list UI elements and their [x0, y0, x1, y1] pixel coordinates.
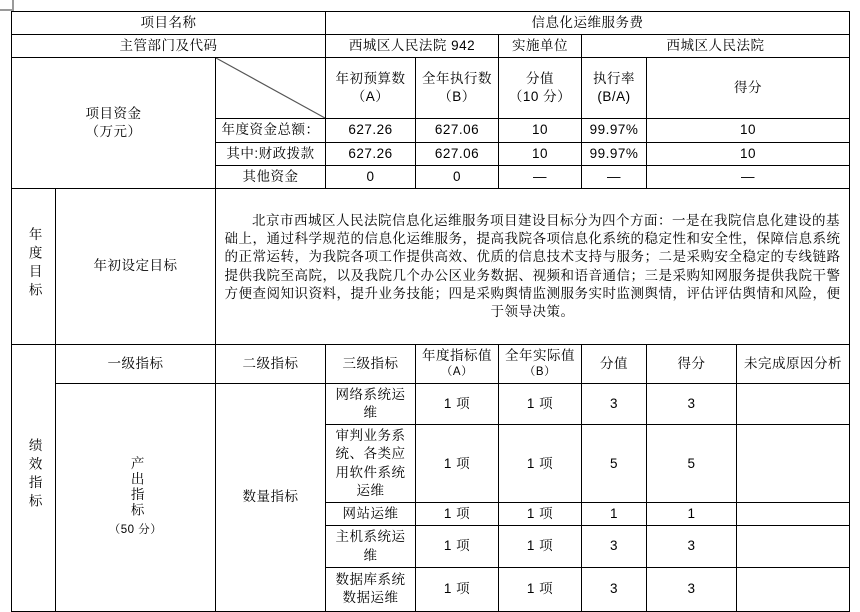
indicator-name: 数据库系统数据运维: [326, 567, 416, 611]
indicator-actual: 1 项: [499, 383, 582, 424]
funds-row-other-points: —: [499, 165, 582, 188]
funds-header-budget-a-sub: （A）: [351, 89, 390, 105]
funds-header-executed-b-main: 全年执行数: [422, 71, 492, 87]
department-row: [12, 35, 850, 58]
indicator-score: 5: [647, 425, 737, 503]
funds-row-appropriation-rate: 99.97%: [582, 142, 647, 165]
performance-header-target-a: [416, 345, 499, 384]
department-value: 西城区人民法院 942: [326, 35, 499, 58]
budget-performance-table: [11, 11, 850, 612]
annual-goal-section-label: [12, 189, 56, 345]
performance-header-level3: 三级指标: [326, 345, 416, 384]
indicator-score: 3: [647, 383, 737, 424]
indicator-actual: 1 项: [499, 567, 582, 611]
funds-row-other-score: —: [647, 165, 850, 188]
indicator-reason: [737, 383, 850, 424]
indicator-target: 1 项: [416, 503, 499, 526]
performance-header-target-a-main: 年度指标值: [422, 348, 492, 364]
performance-header-row: [12, 345, 850, 384]
annual-goal-row: [12, 189, 850, 345]
funds-row-other-budget-a: 0: [326, 165, 416, 188]
funds-row-appropriation-budget-a: 627.26: [326, 142, 416, 165]
indicator-points: 3: [582, 383, 647, 424]
project-name-label: 项目名称: [12, 12, 326, 35]
funds-header-executed-b-sub: （B）: [438, 89, 476, 105]
indicator-reason: [737, 526, 850, 567]
indicator-score: 3: [647, 526, 737, 567]
performance-section-label-text: 绩效指标: [26, 438, 42, 513]
funds-row-appropriation-points: 10: [499, 142, 582, 165]
table-row: [12, 383, 850, 424]
performance-header-reason: 未完成原因分析: [737, 345, 850, 384]
performance-header-score: 得分: [647, 345, 737, 384]
performance-level1-label-sub: （50 分）: [108, 524, 163, 537]
funds-header-budget-a: [326, 58, 416, 119]
funds-header-points-main: 分值: [526, 71, 554, 87]
funds-diagonal-header-cell: [216, 58, 326, 119]
indicator-score: 1: [647, 503, 737, 526]
funds-row-total-points: 10: [499, 119, 582, 142]
indicator-points: 1: [582, 503, 647, 526]
funds-row-other-label: 其他资金: [216, 165, 326, 188]
funds-row-total-budget-a: 627.26: [326, 119, 416, 142]
indicator-reason: [737, 425, 850, 503]
evaluation-table-sheet: [11, 11, 849, 612]
project-name-value: 信息化运维服务费: [326, 12, 850, 35]
performance-level1-label: [56, 383, 216, 611]
annual-goal-section-label-text: 年度目标: [26, 226, 42, 301]
performance-header-actual-b-sub: （B）: [523, 366, 557, 379]
indicator-points: 3: [582, 526, 647, 567]
indicator-reason: [737, 567, 850, 611]
funds-row-other-executed-b: 0: [416, 165, 499, 188]
indicator-target: 1 项: [416, 383, 499, 424]
performance-level2-label: 数量指标: [216, 383, 326, 611]
indicator-name: 网络系统运维: [326, 383, 416, 424]
performance-header-target-a-sub: （A）: [440, 366, 474, 379]
indicator-points: 5: [582, 425, 647, 503]
indicator-target: 1 项: [416, 567, 499, 611]
indicator-reason: [737, 503, 850, 526]
performance-level1-label-text: 产出指标: [128, 455, 144, 518]
indicator-points: 3: [582, 567, 647, 611]
funds-header-rate: 执行率(B/A): [582, 58, 647, 119]
indicator-target: 1 项: [416, 526, 499, 567]
project-funds-label-main: 项目资金: [85, 106, 142, 122]
funds-row-appropriation-label: 其中:财政拨款: [216, 142, 326, 165]
funds-header-score: 得分: [647, 58, 850, 119]
indicator-name: 网站运维: [326, 503, 416, 526]
indicator-actual: 1 项: [499, 425, 582, 503]
annual-goal-text: 北京市西城区人民法院信息化运维服务项目建设目标分为四个方面：一是在我院信息化建设的基础上，通过科学规范的信息化运维服务，提高我院各项信息化系统的稳定性和安全性，保障信息系统的正常运转，为我院各项工作提供高效、优质的信息技术支持与服务；二是采购安全稳定的专线链路提供我院至高院，以及我院几个办公区业务数据、视频和语音通信；三是采购知网服务提供我院干警方便查阅知识资料，提升业务技能；四是采购舆情监测服务实时监测舆情，评估评估舆情和风险，便于领导决策。: [216, 189, 850, 345]
project-funds-label: [12, 58, 216, 189]
funds-header-row: [12, 58, 850, 119]
funds-row-appropriation-executed-b: 627.06: [416, 142, 499, 165]
indicator-score: 3: [647, 567, 737, 611]
performance-header-actual-b-main: 全年实际值: [505, 348, 575, 364]
indicator-target: 1 项: [416, 425, 499, 503]
funds-row-appropriation-score: 10: [647, 142, 850, 165]
funds-row-total-score: 10: [647, 119, 850, 142]
indicator-actual: 1 项: [499, 503, 582, 526]
performance-header-level1: 一级指标: [56, 345, 216, 384]
table-move-handle[interactable]: [0, 0, 14, 11]
implementing-unit-value: 西城区人民法院: [582, 35, 850, 58]
performance-header-actual-b: [499, 345, 582, 384]
department-label: 主管部门及代码: [12, 35, 326, 58]
indicator-name: 审判业务系统、各类应用软件系统运维: [326, 425, 416, 503]
implementing-unit-label: 实施单位: [499, 35, 582, 58]
indicator-name: 主机系统运维: [326, 526, 416, 567]
funds-header-executed-b: [416, 58, 499, 119]
funds-row-total-rate: 99.97%: [582, 119, 647, 142]
performance-header-points: 分值: [582, 345, 647, 384]
project-funds-label-unit: （万元）: [85, 124, 142, 140]
funds-header-points: [499, 58, 582, 119]
annual-goal-row-label: 年初设定目标: [56, 189, 216, 345]
diagonal-line-icon: [216, 58, 325, 118]
performance-section-label: [12, 345, 56, 612]
project-name-row: [12, 12, 850, 35]
indicator-actual: 1 项: [499, 526, 582, 567]
performance-header-level2: 二级指标: [216, 345, 326, 384]
funds-row-other-rate: —: [582, 165, 647, 188]
funds-header-points-sub: （10 分）: [508, 89, 572, 105]
funds-header-budget-a-main: 年初预算数: [335, 71, 406, 87]
funds-row-total-label: 年度资金总额：: [216, 119, 326, 142]
funds-row-total-executed-b: 627.06: [416, 119, 499, 142]
